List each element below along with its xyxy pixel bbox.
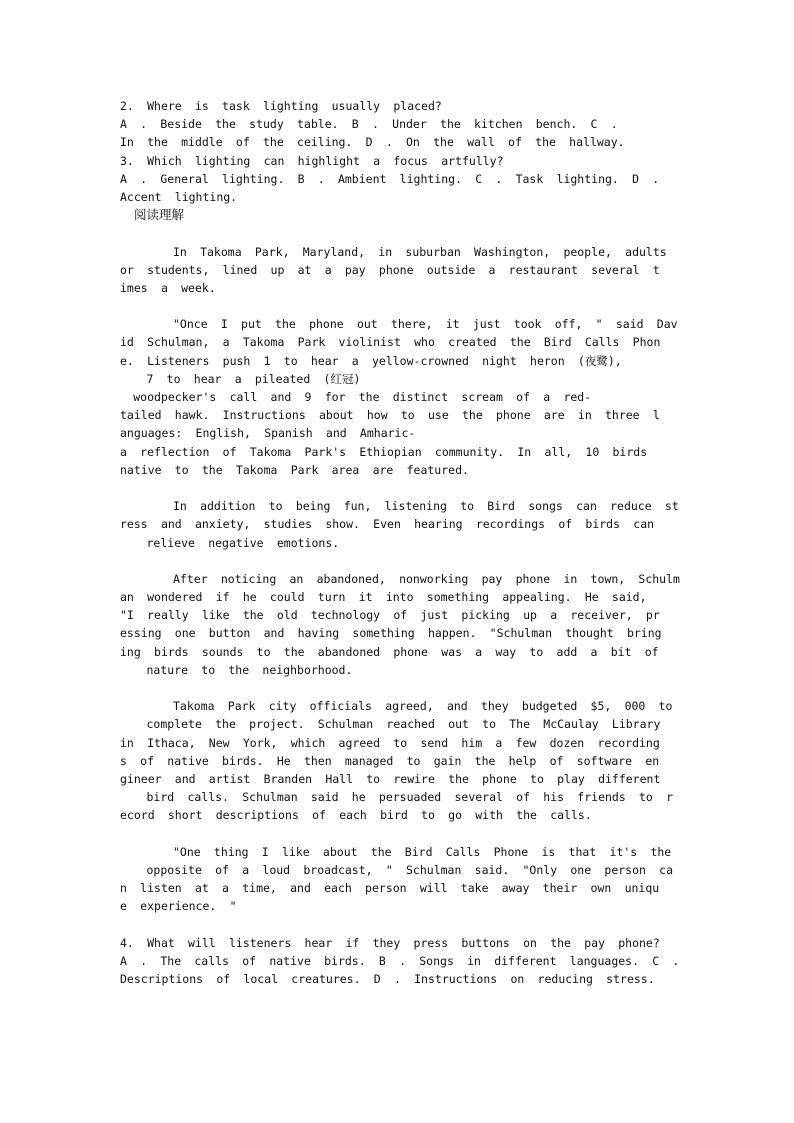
- paragraph-line: s of native birds. He then managed to gain the help of software en: [120, 753, 660, 768]
- spacer: [120, 679, 680, 697]
- question-3-options-line-1: A . General lighting. B . Ambient lighting. C . Task lighting. D .: [120, 171, 660, 186]
- paragraph-line: "Once I put the phone out there, it just took off, " said Dav: [120, 317, 678, 332]
- paragraph-line: bird calls. Schulman said he persuaded several of his friends to r: [120, 790, 674, 805]
- paragraph-1: [120, 243, 680, 298]
- paragraph-line: gineer and artist Branden Hall to rewire the phone to play different: [120, 771, 661, 786]
- paragraph-line: in Ithaca, New York, which agreed to send him a few dozen recording: [120, 735, 660, 750]
- paragraph-line: Takoma Park city officials agreed, and they budgeted $5, 000 to: [120, 699, 673, 714]
- paragraph-line: After noticing an abandoned, nonworking pay phone in town, Schulm: [120, 571, 680, 586]
- paragraph-line: e experience. ": [120, 899, 237, 914]
- paragraph-line: n listen at a time, and each person will take away their own uniqu: [120, 881, 660, 896]
- paragraph-line: or students, lined up at a pay phone outside a restaurant several t: [120, 262, 660, 277]
- question-2-options-line-1: A . Beside the study table. B . Under the kitchen bench. C .: [120, 117, 618, 132]
- question-2: 2. Where is task lighting usually placed?: [120, 99, 442, 113]
- paragraph-6: [120, 843, 680, 916]
- paragraph-line: imes a week.: [120, 280, 216, 295]
- paragraph-line: woodpecker's call and 9 for the distinct scream of a red-: [120, 390, 592, 404]
- question-4: 4. What will listeners hear if they press buttons on the pay phone?: [120, 935, 660, 950]
- paragraph-line: essing one button and having something happen. "Schulman thought bring: [120, 626, 662, 641]
- paragraph-line: ing birds sounds to the abandoned phone was a way to add a bit of: [120, 644, 659, 659]
- paragraph-line: native to the Takoma Park area are featured.: [120, 462, 469, 477]
- paragraph-line: anguages: English, Spanish and Amharic-: [120, 426, 416, 441]
- paragraph-line: In Takoma Park, Maryland, in suburban Washington, people, adults: [120, 244, 667, 259]
- paragraph-line: complete the project. Schulman reached out to The McCaulay Library: [120, 717, 661, 732]
- spacer: [120, 825, 680, 843]
- question-2-options-line-2: In the middle of the ceiling. D . On the wall of the hallway.: [120, 135, 625, 150]
- paragraph-line: e. Listeners push 1 to hear a yellow-crowned night heron (夜鹭),: [120, 353, 622, 368]
- question-4-options-line-1: A . The calls of native birds. B . Songs in different languages. C .: [120, 953, 680, 968]
- paragraph-line: id Schulman, a Takoma Park violinist who created the Bird Calls Phon: [120, 335, 661, 350]
- paragraph-line: "I really like the old technology of just picking up a receiver, pr: [120, 608, 660, 623]
- paragraph-line: In addition to being fun, listening to Bird songs can reduce st: [120, 499, 679, 514]
- paragraph-2: [120, 315, 680, 479]
- spacer: [120, 552, 680, 570]
- questions-top: [120, 97, 680, 206]
- section-heading: 阅读理解: [134, 207, 185, 223]
- question-3-options-line-2: Accent lighting.: [120, 189, 238, 204]
- paragraph-line: an wondered if he could turn it into something appealing. He said,: [120, 590, 647, 605]
- spacer: [120, 224, 680, 242]
- paragraph-line: "One thing I like about the Bird Calls Phone is that it's the: [120, 844, 672, 859]
- paragraph-line: relieve negative emotions.: [120, 535, 340, 550]
- question-3: 3. Which lighting can highlight a focus artfully?: [120, 153, 504, 168]
- paragraph-3: [120, 497, 680, 552]
- paragraph-line: ecord short descriptions of each bird to go with the calls.: [120, 808, 592, 823]
- paragraph-line: a reflection of Takoma Park's Ethiopian community. In all, 10 birds: [120, 444, 648, 459]
- paragraph-line: nature to the neighborhood.: [120, 662, 353, 677]
- questions-bottom: [120, 934, 680, 989]
- paragraph-line: tailed hawk. Instructions about how to use the phone are in three l: [120, 408, 660, 423]
- spacer: [120, 297, 680, 315]
- paragraph-5: [120, 697, 680, 824]
- question-4-options-line-2: Descriptions of local creatures. D . Instructions on reducing stress.: [120, 972, 655, 986]
- paragraph-line: opposite of a loud broadcast, " Schulman said. "Only one person ca: [120, 862, 674, 877]
- paragraph-line: 7 to hear a pileated (红冠): [120, 371, 361, 386]
- paragraph-line: ress and anxiety, studies show. Even hearing recordings of birds can: [120, 517, 655, 532]
- spacer: [120, 479, 680, 497]
- document-page: [120, 97, 680, 988]
- paragraph-4: [120, 570, 680, 679]
- spacer: [120, 915, 680, 933]
